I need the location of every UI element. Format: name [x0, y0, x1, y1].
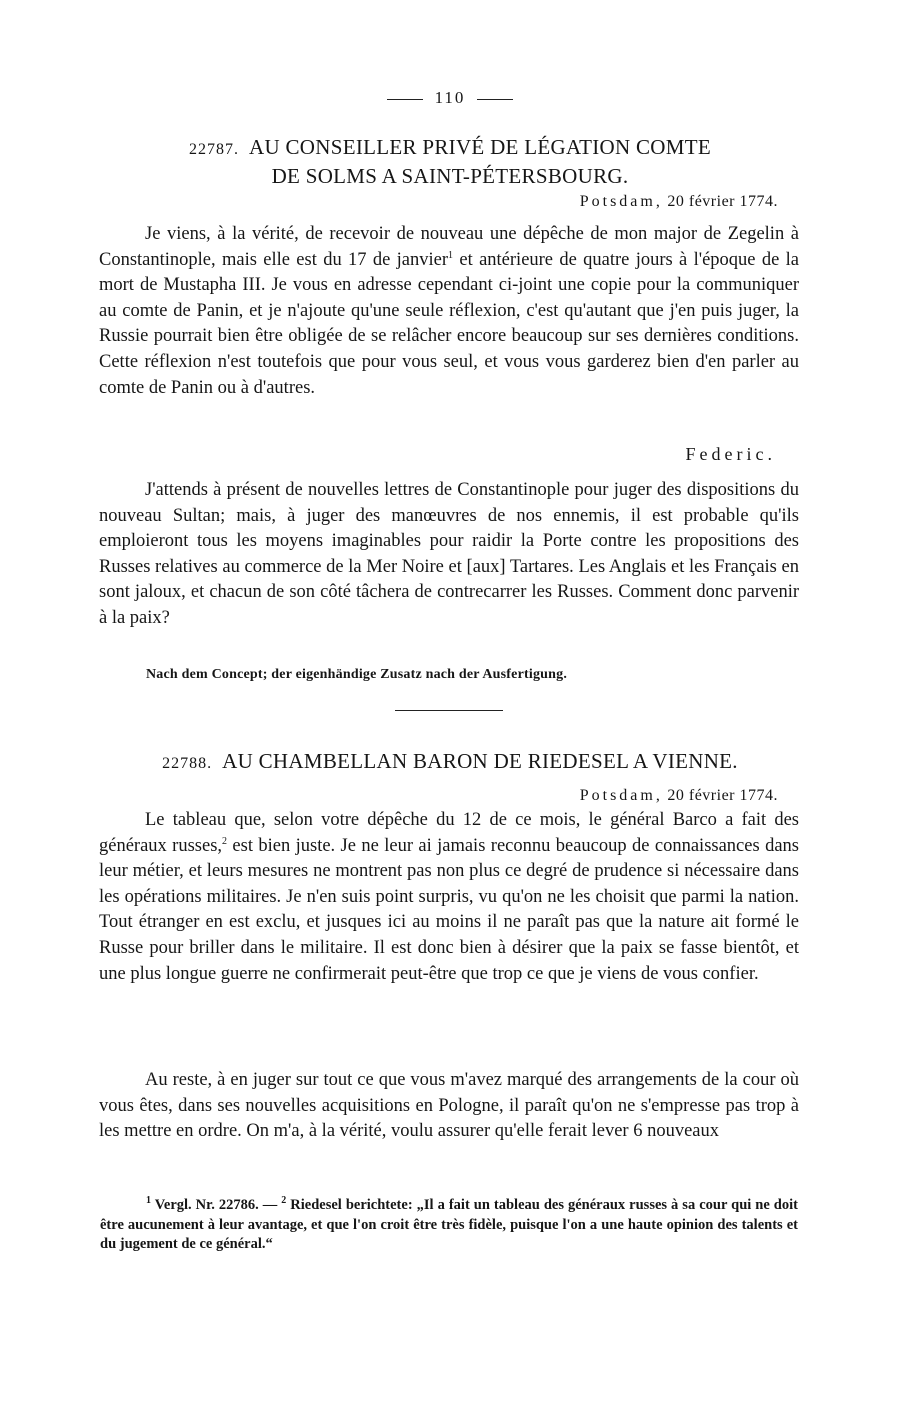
source-note: Nach dem Concept; der eigenhändige Zusatz nach der Ausfertigung.: [146, 667, 568, 682]
letter-paragraph: Au reste, à en juger sur tout ce que vous m'avez marqué des arrangements de la cour où vous êtes, dans ses nouvelles acquisitions en Pologne, il paraît qu'on ne s'empresse pas trop à les mettre en ordre. On m'a, à la vérité, voulu assurer qu'elle ferait lever 6 nouveaux: [99, 1070, 799, 1142]
footnote-text: Vergl. Nr. 22786. —: [151, 1197, 282, 1213]
footnote-text: Riedesel berichtete: „Il a fait un tableau des généraux russes à sa cour qui ne doit être aucunement à leur avantage, et que l'on croit être très fidèle, puisque l'on a une haute opinion des talents et du jugement de ce général.“: [100, 1197, 798, 1252]
letter-title: AU CHAMBELLAN BARON DE RIEDESEL A VIENNE.: [222, 749, 738, 773]
paragraph-text: Je viens, à la vérité, de recevoir de nouveau une dépêche de mon major de Zegelin à Constantinople, mais elle est du 17 de janvier: [99, 224, 799, 270]
signature: Federic.: [685, 444, 776, 464]
paragraph-text: est bien juste. Je ne leur ai jamais reconnu beaucoup de connaissances dans leur métier, et leurs mesures ne montrent pas non plus ce degré de prudence si nécessaire dans les opérations militaires. Je n'en suis point surpris, vu qu'on ne les choisit que parmi la nation. Tout étranger en est exclu, et jusques ici au moins il ne paraît pas que la nature ait formé le Russe pour briller dans le militaire. Il est donc bien à désirer que la paix se fasse bientôt, et une plus longue guerre ne confirmerait peut-être que trop ce que je viens de vous confier.: [99, 835, 799, 984]
dateline-date: 20 février 1774.: [667, 193, 778, 210]
letter-heading: [100, 134, 800, 190]
page-number: 110: [434, 88, 466, 107]
letter-paragraph: [99, 808, 799, 987]
dateline: [100, 787, 778, 805]
letter-title-line1: AU CONSEILLER PRIVÉ DE LÉGATION COMTE: [249, 135, 711, 159]
page-header: [0, 88, 900, 108]
letter-heading: [100, 748, 800, 777]
letter-title-line2: DE SOLMS A SAINT-PÉTERSBOURG.: [271, 164, 629, 188]
paragraph-text: Le tableau que, selon votre dépêche du 12 de ce mois, le général Barco a fait des généraux russes,: [99, 810, 799, 856]
footnotes: [100, 1196, 798, 1255]
footnote-ref: 1: [448, 249, 454, 261]
letter-paragraph: [99, 222, 799, 401]
letter-number: 22788.: [162, 755, 213, 772]
dateline: [100, 193, 778, 211]
footnote-ref: 2: [222, 835, 228, 847]
section-separator: [395, 710, 503, 711]
footnote-mark: 2: [281, 1195, 287, 1207]
paragraph-text: et antérieure de quatre jours à l'époque de la mort de Mustapha III. Je vous en adresse cependant ci-joint une copie pour la communiquer au comte de Panin, et je n'ajoute qu'une seule réflexion, c'est qu'autant que j'en puis juger, la Russie pourrait bien être obligée de se relâcher encore beaucoup sur ses dernières conditions. Cette réflexion n'est toutefois que pour vous seul, et vous vous garderez bien d'en parler au comte de Panin ou à d'autres.: [99, 249, 799, 398]
letter-number: 22787.: [189, 141, 239, 158]
footnote-mark: 1: [146, 1195, 151, 1207]
header-rule-left: [387, 99, 423, 100]
dateline-date: 20 février 1774.: [667, 787, 778, 804]
letter-postscript: J'attends à présent de nouvelles lettres de Constantinople pour juger des dispositions du nouveau Sultan; mais, à juger des manœuvres de nos ennemis, il est probable qu'ils emploieront tous les moyens imaginables pour raidir la Porte contre les propositions des Russes relatives au commerce de la Mer Noire et [aux] Tartares. Les Anglais et les Français en sont jaloux, et chacun de son côté tâchera de contrecarrer les Russes. Comment donc parvenir à la paix?: [99, 480, 799, 628]
dateline-place: Potsdam,: [579, 193, 663, 210]
header-rule-right: [477, 99, 513, 100]
dateline-place: Potsdam,: [579, 787, 663, 804]
footnote: [100, 1196, 798, 1255]
